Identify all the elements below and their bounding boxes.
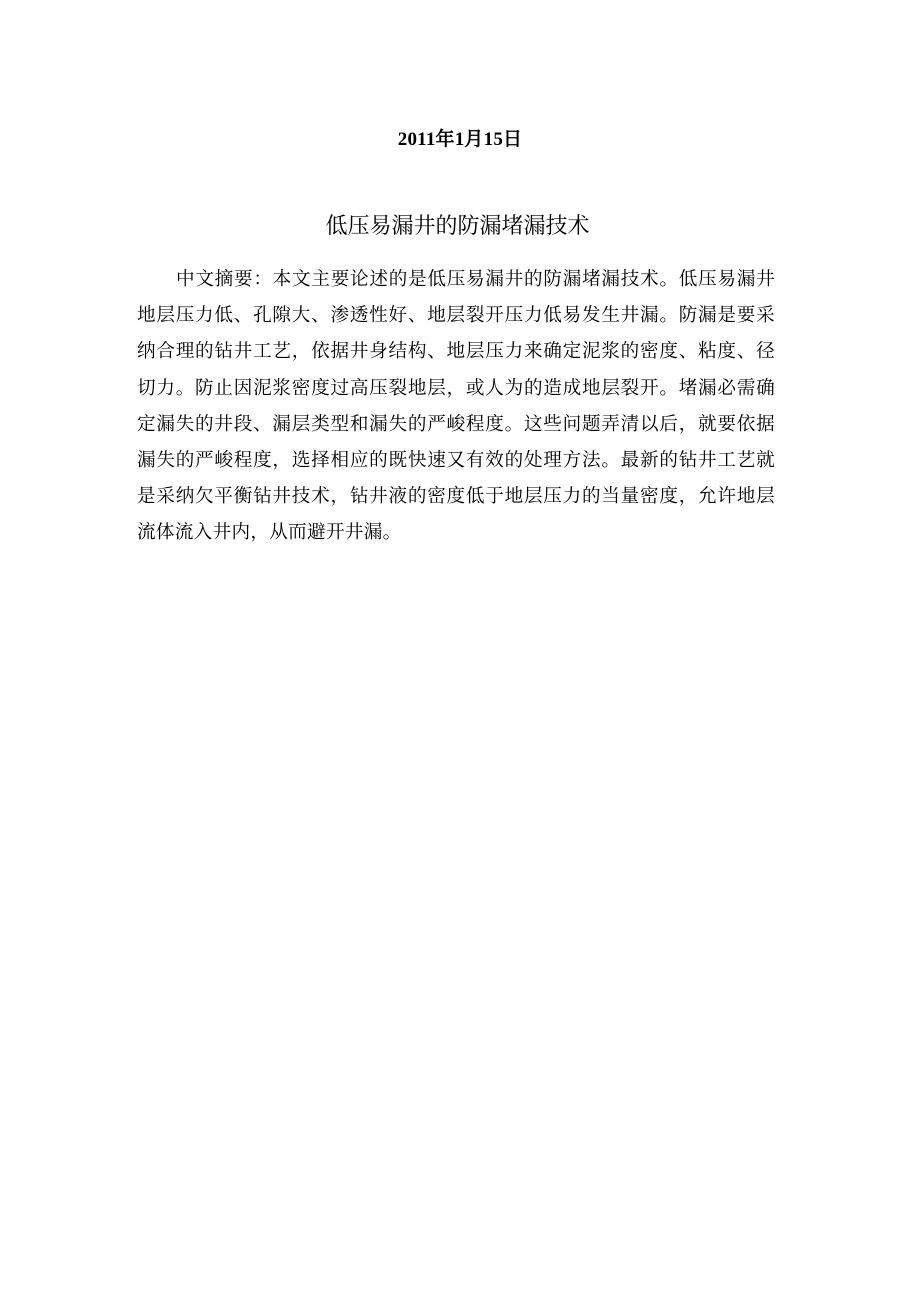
abstract-paragraph: 中文摘要：本文主要论述的是低压易漏井的防漏堵漏技术。低压易漏井地层压力低、孔隙大、渗透性好、地层裂开压力低易发生井漏。防漏是要采纳合理的钻井工艺，依据井身结构、地层压力来确定泥浆的密度、粘度、径切力。防止因泥浆密度过高压裂地层，或人为的造成地层裂开。堵漏必需确定漏失的井段、漏层类型和漏失的严峻程度。这些问题弄清以后，就要依据漏失的严峻程度，选择相应的既快速又有效的处理方法。最新的钻井工艺就是采纳欠平衡钻井技术，钻井液的密度低于地层压力的当量密度，允许地层流体流入井内，从而避开井漏。	[137, 269, 775, 544]
document-title: 低压易漏井的防漏堵漏技术	[325, 214, 590, 239]
document-date: 2011年1月15日	[397, 129, 523, 150]
